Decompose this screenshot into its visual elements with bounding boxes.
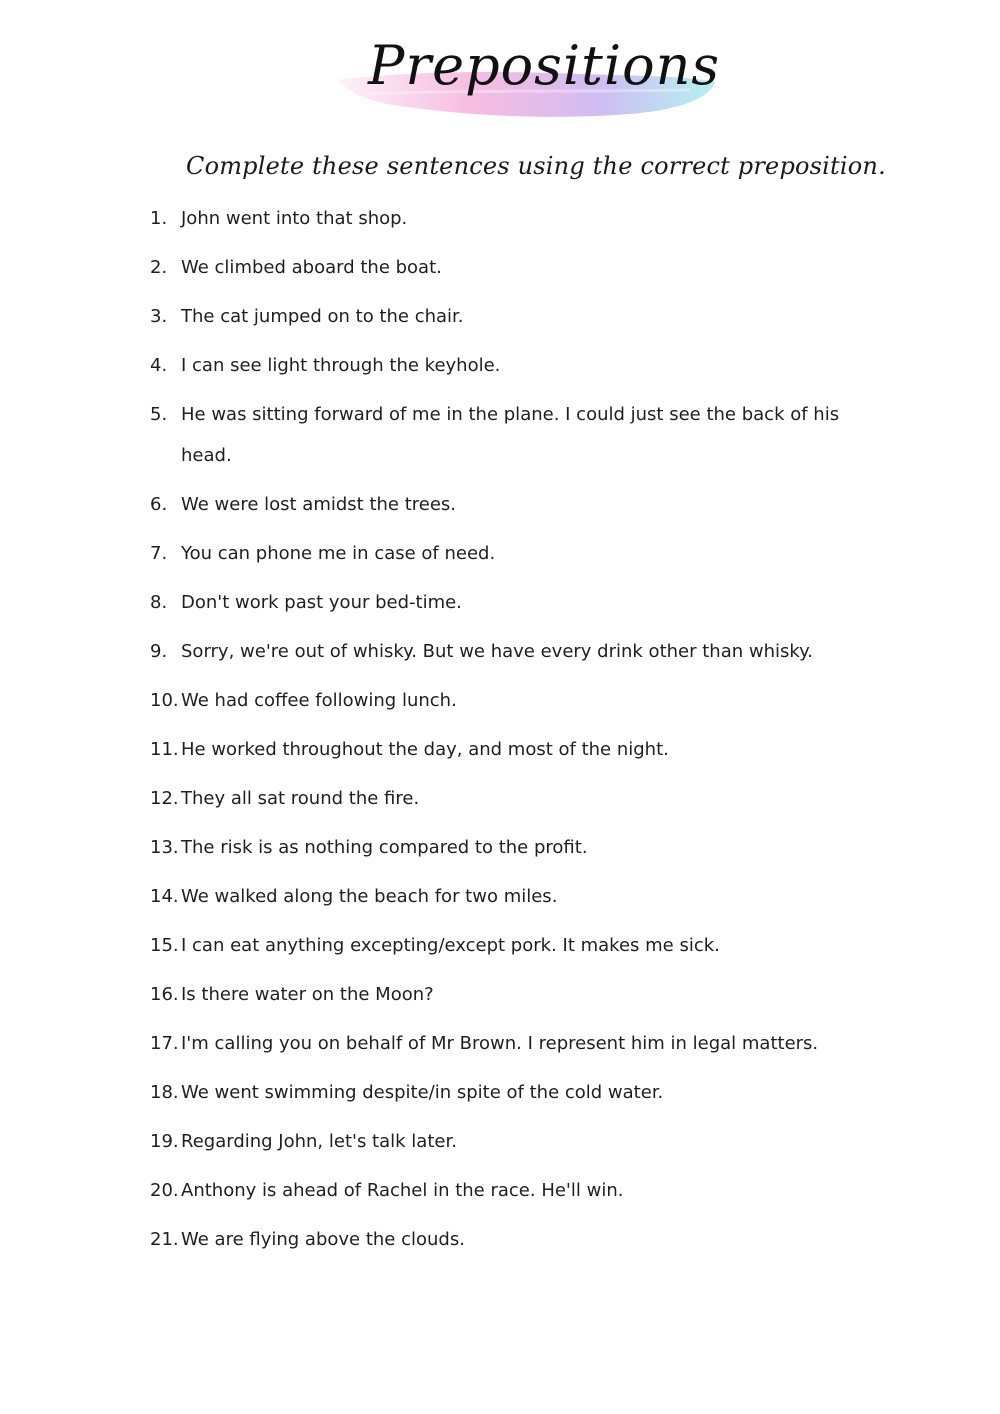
question-item: [150, 925, 880, 974]
question-number: 2.: [150, 257, 168, 278]
question-number: 14.: [150, 886, 179, 907]
question-number: 6.: [150, 494, 168, 515]
question-number: 7.: [150, 543, 168, 564]
question-item: [150, 827, 880, 876]
question-item: [150, 729, 880, 778]
question-text: He was sitting forward of me in the plane. I could just see the back of his head.: [181, 404, 840, 466]
question-text: We are flying above the clouds.: [181, 1229, 465, 1250]
question-item: [150, 1219, 880, 1268]
question-number: 20.: [150, 1180, 179, 1201]
question-item: [150, 876, 880, 925]
question-text: Sorry, we're out of whisky. But we have every drink other than whisky.: [181, 641, 813, 662]
question-item: [150, 484, 880, 533]
question-number: 11.: [150, 739, 179, 760]
question-text: We climbed aboard the boat.: [181, 257, 442, 278]
question-text: We walked along the beach for two miles.: [181, 886, 558, 907]
question-number: 18.: [150, 1082, 179, 1103]
question-text: The cat jumped on to the chair.: [181, 306, 464, 327]
question-text: They all sat round the fire.: [181, 788, 420, 809]
question-text: John went into that shop.: [181, 208, 408, 229]
title-block: [330, 20, 730, 130]
question-item: [150, 1170, 880, 1219]
question-number: 8.: [150, 592, 168, 613]
question-item: [150, 1023, 880, 1072]
question-item: [150, 198, 880, 247]
question-number: 4.: [150, 355, 168, 376]
question-item: [150, 296, 880, 345]
question-text: Regarding John, let's talk later.: [181, 1131, 457, 1152]
question-item: [150, 631, 880, 680]
question-number: 15.: [150, 935, 179, 956]
question-text: We went swimming despite/in spite of the cold water.: [181, 1082, 664, 1103]
instruction-text: Complete these sentences using the correct preposition.: [186, 152, 886, 180]
question-item: [150, 394, 880, 484]
question-item: [150, 1072, 880, 1121]
question-text: The risk is as nothing compared to the profit.: [181, 837, 588, 858]
question-text: You can phone me in case of need.: [181, 543, 496, 564]
question-item: [150, 974, 880, 1023]
question-text: I can eat anything excepting/except pork. It makes me sick.: [181, 935, 720, 956]
question-text: We were lost amidst the trees.: [181, 494, 457, 515]
question-number: 1.: [150, 208, 168, 229]
question-text: We had coffee following lunch.: [181, 690, 457, 711]
page-title: Prepositions: [368, 34, 721, 97]
question-item: [150, 582, 880, 631]
question-text: I'm calling you on behalf of Mr Brown. I represent him in legal matters.: [181, 1033, 819, 1054]
question-number: 5.: [150, 404, 168, 425]
question-number: 12.: [150, 788, 179, 809]
question-number: 19.: [150, 1131, 179, 1152]
question-text: Anthony is ahead of Rachel in the race. He'll win.: [181, 1180, 624, 1201]
question-item: [150, 533, 880, 582]
question-item: [150, 345, 880, 394]
question-item: [150, 1121, 880, 1170]
question-number: 9.: [150, 641, 168, 662]
question-item: [150, 247, 880, 296]
question-number: 10.: [150, 690, 179, 711]
question-text: I can see light through the keyhole.: [181, 355, 501, 376]
question-text: Is there water on the Moon?: [181, 984, 434, 1005]
question-number: 16.: [150, 984, 179, 1005]
question-item: [150, 680, 880, 729]
question-text: Don't work past your bed-time.: [181, 592, 462, 613]
question-item: [150, 778, 880, 827]
question-number: 13.: [150, 837, 179, 858]
question-list: [150, 198, 880, 1268]
question-number: 21.: [150, 1229, 179, 1250]
question-number: 17.: [150, 1033, 179, 1054]
question-text: He worked throughout the day, and most of the night.: [181, 739, 669, 760]
question-number: 3.: [150, 306, 168, 327]
